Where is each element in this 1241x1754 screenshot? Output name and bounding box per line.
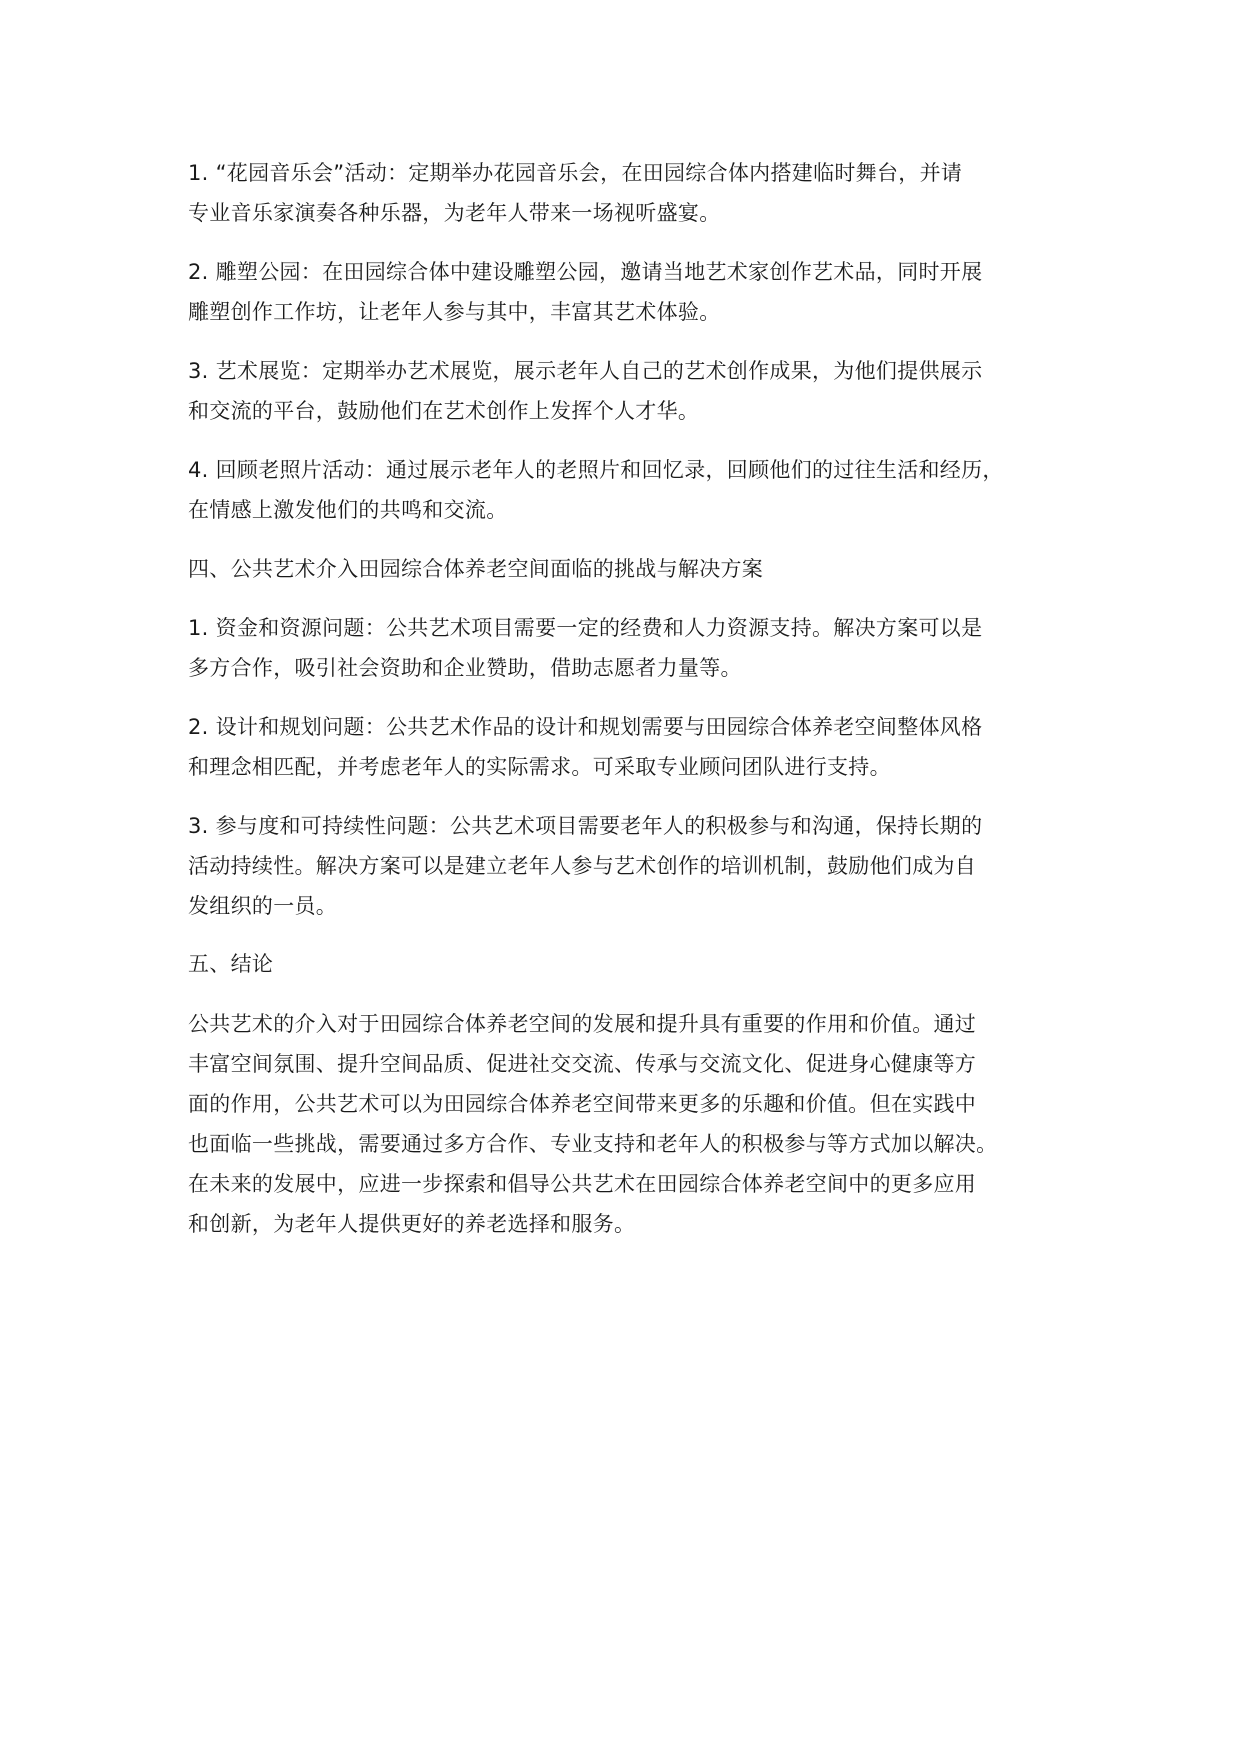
- text-line: 1. “花园音乐会”活动：定期举办花园音乐会，在田园综合体内搭建临时舞台，并请: [188, 161, 963, 185]
- text-line: 4. 回顾老照片活动：通过展示老年人的老照片和回忆录，回顾他们的过往生活和经历，: [188, 458, 1004, 482]
- text-line: 雕塑创作工作坊，让老年人参与其中，丰富其艺术体验。: [188, 300, 721, 324]
- text-line: 多方合作，吸引社会资助和企业赞助，借助志愿者力量等。: [188, 656, 742, 680]
- paragraph-sculpture-park: [188, 252, 982, 332]
- text-line: 面的作用，公共艺术可以为田园综合体养老空间带来更多的乐趣和价值。但在实践中: [188, 1092, 977, 1116]
- text-line: 在情感上激发他们的共鸣和交流。: [188, 498, 508, 522]
- text-line: 和创新，为老年人提供更好的养老选择和服务。: [188, 1212, 636, 1236]
- text-line: 和交流的平台，鼓励他们在艺术创作上发挥个人才华。: [188, 399, 700, 423]
- paragraph-design-issue: [188, 707, 982, 787]
- text-line: 3. 艺术展览：定期举办艺术展览，展示老年人自己的艺术创作成果，为他们提供展示: [188, 359, 983, 383]
- text-line: 2. 雕塑公园：在田园综合体中建设雕塑公园，邀请当地艺术家创作艺术品，同时开展: [188, 260, 983, 284]
- text-line: 3. 参与度和可持续性问题：公共艺术项目需要老年人的积极参与和沟通，保持长期的: [188, 814, 983, 838]
- section-heading-conclusion: [188, 944, 273, 984]
- text-line: 在未来的发展中，应进一步探索和倡导公共艺术在田园综合体养老空间中的更多应用: [188, 1172, 977, 1196]
- text-line: 和理念相匹配，并考虑老年人的实际需求。可采取专业顾问团队进行支持。: [188, 755, 891, 779]
- heading-line: 五、结论: [188, 952, 274, 976]
- paragraph-funding-issue: [188, 608, 982, 688]
- text-line: 专业音乐家演奏各种乐器，为老年人带来一场视听盛宴。: [188, 201, 721, 225]
- text-line: 公共艺术的介入对于田园综合体养老空间的发展和提升具有重要的作用和价值。通过: [188, 1012, 977, 1036]
- heading-line: 四、公共艺术介入田园综合体养老空间面临的挑战与解决方案: [188, 557, 764, 581]
- paragraph-art-exhibition: [188, 351, 982, 431]
- paragraph-activity-garden-concert: [188, 153, 962, 233]
- text-line: 发组织的一员。: [188, 894, 338, 918]
- text-line: 1. 资金和资源问题：公共艺术项目需要一定的经费和人力资源支持。解决方案可以是: [188, 616, 983, 640]
- section-heading-challenges: [188, 549, 763, 589]
- paragraph-participation-issue: [188, 806, 982, 926]
- text-line: 也面临一些挑战，需要通过多方合作、专业支持和老年人的积极参与等方式加以解决。: [188, 1132, 998, 1156]
- text-line: 2. 设计和规划问题：公共艺术作品的设计和规划需要与田园综合体养老空间整体风格: [188, 715, 983, 739]
- text-line: 丰富空间氛围、提升空间品质、促进社交交流、传承与交流文化、促进身心健康等方: [188, 1052, 977, 1076]
- paragraph-conclusion: [188, 1004, 997, 1244]
- text-line: 活动持续性。解决方案可以是建立老年人参与艺术创作的培训机制，鼓励他们成为自: [188, 854, 977, 878]
- paragraph-old-photos: [188, 450, 1004, 530]
